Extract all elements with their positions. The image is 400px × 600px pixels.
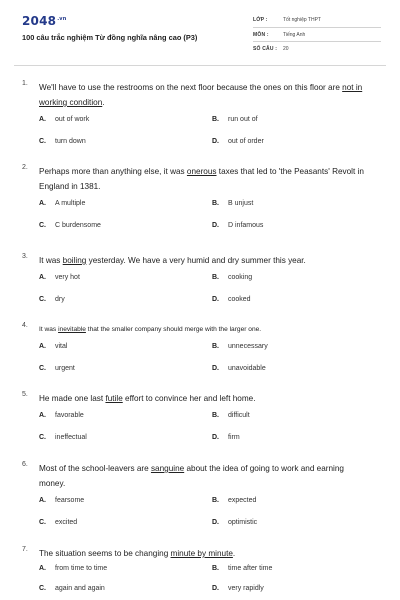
option-a[interactable]: A. favorable bbox=[39, 412, 84, 419]
question-number: 6. bbox=[22, 461, 28, 468]
underlined-phrase: onerous bbox=[186, 167, 217, 176]
option-c[interactable]: C. again and again bbox=[39, 585, 105, 592]
question-number: 5. bbox=[22, 391, 28, 398]
question-text: It was boiling yesterday. We have a very humid and dry summer this year. bbox=[39, 256, 306, 265]
question-text: Perhaps more than anything else, it was onerous taxes that led to 'the Peasants' Revolt in England in 1381. bbox=[39, 167, 364, 191]
option-d[interactable]: D. out of order bbox=[212, 138, 264, 145]
question-3 bbox=[22, 253, 372, 318]
meta-label: MÔN : bbox=[253, 31, 269, 38]
question-number: 1. bbox=[22, 80, 28, 87]
option-a[interactable]: A. A multiple bbox=[39, 200, 86, 207]
underlined-phrase: boiling bbox=[62, 256, 87, 265]
answer-options bbox=[39, 343, 372, 387]
option-a[interactable]: A. very hot bbox=[39, 274, 80, 281]
meta-row-subject bbox=[253, 29, 381, 43]
option-b[interactable]: B. difficult bbox=[212, 412, 250, 419]
question-5 bbox=[22, 391, 372, 456]
option-c[interactable]: C. excited bbox=[39, 519, 78, 526]
question-number: 2. bbox=[22, 164, 28, 171]
answer-options bbox=[39, 412, 372, 456]
answer-options bbox=[39, 200, 372, 244]
option-d[interactable]: D. D infamous bbox=[212, 222, 264, 229]
option-c[interactable]: C. dry bbox=[39, 296, 65, 303]
meta-value: 20 bbox=[283, 46, 289, 52]
option-a[interactable]: A. from time to time bbox=[39, 565, 108, 572]
meta-value: Tiếng Anh bbox=[283, 31, 306, 38]
option-d[interactable]: D. firm bbox=[212, 434, 240, 441]
option-c[interactable]: C. turn down bbox=[39, 138, 86, 145]
option-d[interactable]: D. unavoidable bbox=[212, 365, 266, 372]
option-c[interactable]: C. ineffectual bbox=[39, 434, 87, 441]
option-c[interactable]: C. urgent bbox=[39, 365, 75, 372]
option-b[interactable]: B. expected bbox=[212, 497, 257, 504]
option-a[interactable]: A. vital bbox=[39, 343, 68, 350]
header-divider bbox=[14, 65, 386, 66]
option-d[interactable]: D. very rapidly bbox=[212, 585, 264, 592]
question-text: The situation seems to be changing minute by minute. bbox=[39, 549, 236, 558]
question-text: He made one last futile effort to convince her and left home. bbox=[39, 394, 256, 403]
meta-info bbox=[253, 14, 381, 58]
option-b[interactable]: B. run out of bbox=[212, 116, 258, 123]
meta-label: SỐ CÂU : bbox=[253, 46, 278, 52]
option-b[interactable]: B. time after time bbox=[212, 565, 273, 572]
question-2 bbox=[22, 164, 372, 244]
option-b[interactable]: B. unnecessary bbox=[212, 343, 268, 350]
underlined-phrase: sanguine bbox=[150, 464, 185, 473]
question-text: It was inevitable that the smaller company should merge with the larger one. bbox=[39, 326, 262, 333]
option-d[interactable]: D. cooked bbox=[212, 296, 251, 303]
option-c[interactable]: C. C burdensome bbox=[39, 222, 101, 229]
question-number: 4. bbox=[22, 322, 28, 329]
document-header bbox=[0, 0, 400, 60]
underlined-phrase: minute by minute bbox=[170, 549, 233, 558]
answer-options bbox=[39, 116, 372, 160]
option-a[interactable]: A. fearsome bbox=[39, 497, 85, 504]
question-4 bbox=[22, 322, 372, 387]
meta-row-count bbox=[253, 43, 381, 57]
answer-options bbox=[39, 274, 372, 318]
logo: $2048^{.vn}$ bbox=[22, 14, 67, 28]
document-title: 100 câu trắc nghiệm Từ đồng nghĩa nâng cao (P3) bbox=[22, 33, 198, 42]
underlined-phrase: not in working condition bbox=[39, 83, 363, 107]
meta-row-class bbox=[253, 14, 381, 28]
question-6 bbox=[22, 461, 372, 541]
option-a[interactable]: A. out of work bbox=[39, 116, 90, 123]
meta-label: LỚP : bbox=[253, 17, 268, 23]
option-b[interactable]: B. B unjust bbox=[212, 200, 254, 207]
underlined-phrase: futile bbox=[105, 394, 123, 403]
underlined-phrase: inevitable bbox=[58, 326, 86, 333]
answer-options bbox=[39, 497, 372, 541]
question-7 bbox=[22, 546, 372, 599]
option-b[interactable]: B. cooking bbox=[212, 274, 253, 281]
question-1 bbox=[22, 80, 372, 160]
question-number: 3. bbox=[22, 253, 28, 260]
option-d[interactable]: D. optimistic bbox=[212, 519, 258, 526]
question-text: Most of the school-leavers are sanguine about the idea of going to work and earning money. bbox=[39, 464, 344, 488]
meta-value: Tốt nghiệp THPT bbox=[283, 17, 321, 23]
question-text: We'll have to use the restrooms on the next floor because the ones on this floor are not in working condition. bbox=[39, 83, 363, 107]
answer-options bbox=[39, 565, 372, 599]
question-number: 7. bbox=[22, 546, 28, 553]
